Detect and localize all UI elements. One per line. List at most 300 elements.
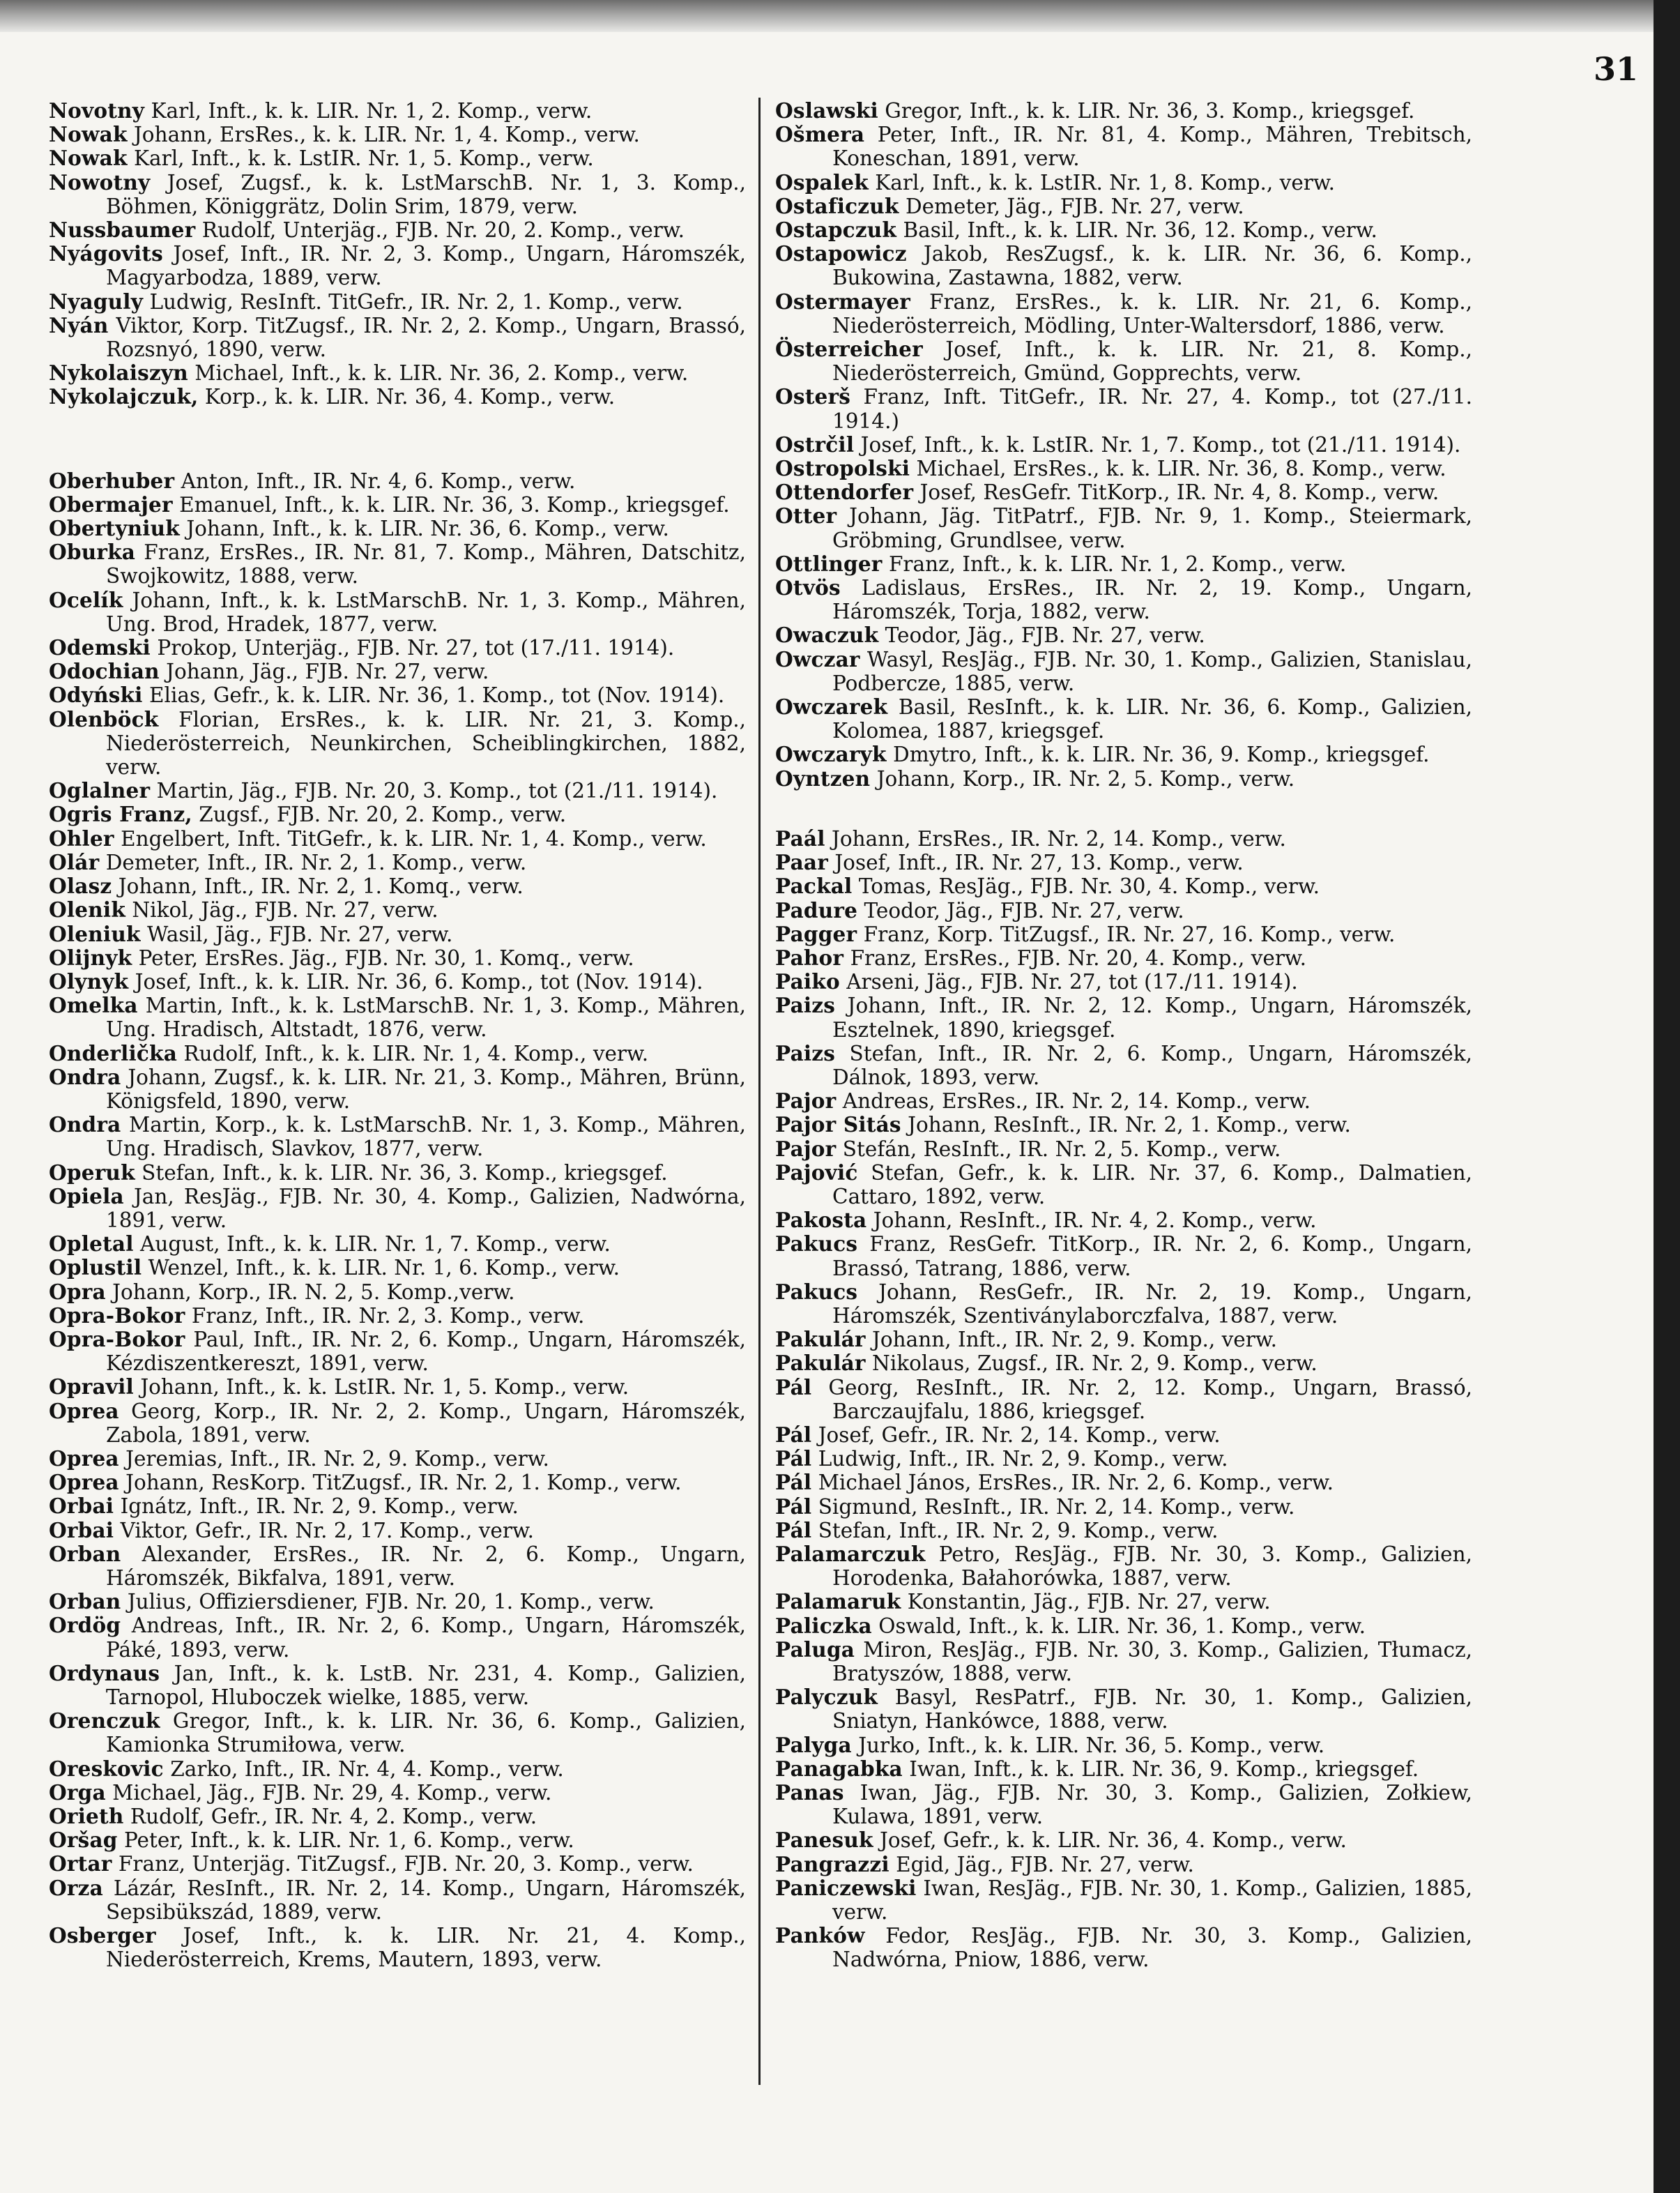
list-entry [775,1161,1472,1208]
entry-details: Georg, Korp., IR. Nr. 2, 2. Komp., Ungarn, Háromszék, Zabola, 1891, verw. [106,1399,746,1447]
entry-surname: Oplustil [49,1255,142,1280]
scan-border-right [1654,0,1680,2193]
entry-surname: Paluga [775,1637,855,1662]
list-entry [775,1614,1472,1638]
entry-surname: Packal [775,874,853,899]
left-section-n-names [49,99,746,409]
list-entry [49,1375,746,1399]
list-entry [775,695,1472,743]
list-entry [49,1852,746,1876]
entry-details: Engelbert, Inft. TitGefr., k. k. LIR. Nr. 1, 4. Komp., verw. [121,826,707,851]
entry-surname: Oyntzen [775,766,871,791]
entry-surname: Ocelík [49,587,123,612]
list-entry [775,946,1472,970]
entry-surname: Ostropolski [775,456,910,481]
list-entry [775,1685,1472,1733]
entry-surname: Ordynaus [49,1660,160,1685]
entry-details: Johann, Zugsf., k. k. LIR. Nr. 21, 3. Komp., Mähren, Brünn, Königsfeld, 1890, verw. [106,1065,746,1113]
list-entry [775,1924,1472,1971]
list-entry [49,851,746,874]
list-entry [775,899,1472,923]
entry-surname: Nowotny [49,169,151,195]
entry-surname: Novotny [49,98,145,123]
entry-details: Andreas, ErsRes., IR. Nr. 2, 14. Komp., verw. [842,1089,1311,1114]
entry-details: Johann, Jäg. TitPatrf., FJB. Nr. 9, 1. Komp., Steiermark, Gröbming, Grundlsee, verw. [832,504,1472,552]
list-entry [775,767,1472,791]
entry-surname: Panków [775,1923,865,1948]
list-entry [775,337,1472,385]
entry-surname: Pakucs [775,1279,858,1304]
list-entry [49,636,746,660]
entry-surname: Operuk [49,1160,135,1185]
entry-surname: Nyágovits [49,241,163,266]
list-entry [49,1542,746,1590]
entry-details: August, Inft., k. k. LIR. Nr. 1, 7. Komp., verw. [140,1232,611,1257]
list-entry [49,469,746,493]
entry-details: Franz, ResGefr. TitKorp., IR. Nr. 2, 6. Komp., Ungarn, Brassó, Tatrang, 1886, verw. [832,1232,1472,1280]
list-entry [49,1447,746,1471]
entry-details: Franz, Unterjäg. TitZugsf., FJB. Nr. 20, 3. Komp., verw. [118,1852,694,1876]
entry-surname: Panagabka [775,1756,903,1781]
list-entry [49,1042,746,1065]
entry-surname: Oprea [49,1398,119,1423]
list-entry [775,1590,1472,1614]
entry-details: Wenzel, Inft., k. k. LIR. Nr. 1, 6. Komp., verw. [148,1256,620,1280]
list-entry [49,1781,746,1805]
entry-details: Franz, Korp. TitZugsf., IR. Nr. 27, 16. Komp., verw. [863,922,1396,946]
list-entry [775,1042,1472,1089]
list-entry [49,242,746,289]
right-section-p-names [775,827,1472,1972]
list-entry [49,1590,746,1614]
entry-details: Johann, ResInft., IR. Nr. 2, 1. Komp., verw. [908,1113,1351,1137]
entry-details: Elias, Gefr., k. k. LIR. Nr. 36, 1. Komp., tot (Nov. 1914). [148,683,725,708]
entry-details: Johann, Korp., IR. N. 2, 5. Komp.,verw. [112,1280,515,1304]
entry-surname: Oburka [49,540,136,565]
entry-surname: Ostermayer [775,289,911,314]
entry-surname: Panas [775,1780,844,1805]
entry-details: Rudolf, Inft., k. k. LIR. Nr. 1, 4. Komp., verw. [183,1041,649,1065]
entry-details: Karl, Inft., k. k. LstIR. Nr. 1, 8. Komp., verw. [875,170,1336,195]
entry-details: Martin, Jäg., FJB. Nr. 20, 3. Komp., tot (21./11. 1914). [156,779,718,803]
list-entry [775,994,1472,1041]
entry-details: Ludwig, ResInft. TitGefr., IR. Nr. 2, 1. Komp., verw. [149,289,683,314]
list-entry [775,1423,1472,1447]
entry-details: Wasil, Jäg., FJB. Nr. 27, verw. [147,922,453,946]
entry-surname: Palamaruk [775,1589,901,1614]
entry-surname: Olenböck [49,706,159,731]
entry-details: Josef, Inft., k. k. LstIR. Nr. 1, 7. Komp., tot (21./11. 1914). [860,432,1461,457]
entry-surname: Palamarczuk [775,1541,926,1566]
entry-surname: Olynyk [49,969,129,994]
list-entry [775,1828,1472,1852]
entry-details: Sigmund, ResInft., IR. Nr. 2, 14. Komp., verw. [818,1494,1295,1519]
entry-surname: Owaczuk [775,623,879,648]
list-entry [49,874,746,898]
entry-details: Demeter, Inft., IR. Nr. 2, 1. Komp., verw. [105,850,527,874]
entry-details: Josef, Zugsf., k. k. LstMarschB. Nr. 1, 3. Komp., Böhmen, Königgrätz, Dolin Srim, 1879, verw. [106,170,746,218]
list-entry [775,623,1472,647]
entry-surname: Pajović [775,1160,858,1185]
list-entry [49,1709,746,1756]
list-entry [775,1232,1472,1280]
list-entry [49,361,746,385]
entry-surname: Odochian [49,659,160,684]
entry-surname: Pál [775,1422,812,1447]
entry-details: Gregor, Inft., k. k. LIR. Nr. 36, 6. Komp., Galizien, Kamionka Strumiłowa, verw. [106,1709,746,1757]
scan-shadow-top [0,0,1680,32]
entry-surname: Nyaguly [49,289,144,314]
entry-details: Nikol, Jäg., FJB. Nr. 27, verw. [132,898,438,923]
list-entry [49,290,746,314]
list-entry [775,433,1472,457]
entry-details: Prokop, Unterjäg., FJB. Nr. 27, tot (17./11. 1914). [157,636,675,660]
entry-details: Basil, Inft., k. k. LIR. Nr. 36, 12. Komp., verw. [903,218,1377,243]
entry-surname: Nussbaumer [49,218,196,243]
entry-details: Stefan, Gefr., k. k. LIR. Nr. 37, 6. Komp., Dalmatien, Cattaro, 1892, verw. [832,1160,1472,1208]
entry-details: Rudolf, Gefr., IR. Nr. 4, 2. Komp., verw. [130,1805,537,1829]
entry-surname: Owczarek [775,695,888,720]
entry-details: Johann, Inft., k. k. LIR. Nr. 36, 6. Komp., verw. [186,517,669,541]
list-entry [49,1876,746,1924]
entry-details: Johann, Jäg., FJB. Nr. 27, verw. [166,660,489,684]
entry-details: Dmytro, Inft., k. k. LIR. Nr. 36, 9. Komp., kriegsgef. [893,743,1430,767]
list-entry [775,1638,1472,1685]
list-entry [49,1113,746,1160]
entry-details: Fedor, ResJäg., FJB. Nr. 30, 3. Komp., Galizien, Nadwórna, Pniow, 1886, verw. [832,1924,1472,1972]
entry-details: Josef, Inft., IR. Nr. 27, 13. Komp., verw. [834,851,1244,875]
entry-surname: Ostapczuk [775,218,897,243]
entry-details: Miron, ResJäg., FJB. Nr. 30, 3. Komp., Galizien, Tłumacz, Bratyszów, 1888, verw. [832,1637,1472,1685]
entry-surname: Opra-Bokor [49,1326,185,1351]
list-entry [775,1089,1472,1113]
list-entry [775,1519,1472,1542]
entry-surname: Ogris Franz, [49,802,192,827]
list-entry [775,457,1472,480]
list-entry [775,827,1472,851]
entry-details: Franz, ErsRes., FJB. Nr. 20, 4. Komp., verw. [850,946,1307,970]
section-spacer [49,409,746,469]
list-entry [775,1733,1472,1757]
entry-surname: Pakosta [775,1208,867,1233]
entry-surname: Paar [775,850,828,875]
entry-details: Johann, ErsRes., IR. Nr. 2, 14. Komp., verw. [832,826,1286,851]
entry-details: Michael, Jäg., FJB. Nr. 29, 4. Komp., verw. [112,1780,552,1805]
entry-details: Teodor, Jäg., FJB. Nr. 27, verw. [885,623,1205,648]
list-entry [49,1614,746,1661]
entry-details: Konstantin, Jäg., FJB. Nr. 27, verw. [907,1590,1271,1614]
list-entry [49,1328,746,1375]
entry-details: Johann, ResKorp. TitZugsf., IR. Nr. 2, 1. Komp., verw. [125,1471,682,1495]
entry-surname: Omelka [49,993,138,1018]
entry-surname: Oleniuk [49,921,141,946]
list-entry [775,1876,1472,1924]
entry-details: Iwan, Jäg., FJB. Nr. 30, 3. Komp., Galizien, Zołkiew, Kulawa, 1891, verw. [832,1781,1472,1829]
list-entry [49,970,746,994]
right-column [775,99,1472,1972]
entry-surname: Odemski [49,635,151,660]
entry-details: Basil, ResInft., k. k. LIR. Nr. 36, 6. Komp., Galizien, Kolomea, 1887, kriegsgef. [832,695,1473,743]
list-entry [49,493,746,517]
entry-surname: Ohler [49,826,114,851]
entry-surname: Otvös [775,575,841,600]
list-entry [775,290,1472,337]
list-entry [775,480,1472,504]
list-entry [49,1399,746,1447]
list-entry [49,540,746,588]
right-section-o-names [775,99,1472,791]
list-entry [49,1828,746,1852]
entry-surname: Onderlička [49,1040,178,1065]
list-entry [49,1065,746,1113]
entry-surname: Orban [49,1541,121,1566]
list-entry [775,1447,1472,1471]
entry-surname: Paniczewski [775,1875,917,1900]
entry-details: Alexander, ErsRes., IR. Nr. 2, 6. Komp., Ungarn, Háromszék, Bikfalva, 1891, verw. [106,1542,746,1590]
entry-surname: Panesuk [775,1828,873,1853]
entry-surname: Opravil [49,1374,134,1399]
entry-surname: Owczar [775,646,860,671]
entry-surname: Odyński [49,683,143,708]
entry-surname: Ostaficzuk [775,193,899,218]
list-entry [775,504,1472,552]
entry-details: Jurko, Inft., k. k. LIR. Nr. 36, 5. Komp., verw. [858,1733,1325,1757]
entry-details: Petro, ResJäg., FJB. Nr. 30, 3. Komp., Galizien, Horodenka, Bałahorówka, 1887, verw. [832,1542,1472,1591]
entry-surname: Oglalner [49,778,151,803]
page-number: 31 [1593,50,1638,88]
entry-details: Basyl, ResPatrf., FJB. Nr. 30, 1. Komp., Galizien, Sniatyn, Hankówce, 1888, verw. [832,1685,1472,1733]
list-entry [49,708,746,780]
entry-details: Andreas, Inft., IR. Nr. 2, 6. Komp., Ungarn, Háromszék, Páké, 1893, verw. [106,1614,746,1662]
entry-details: Jan, Inft., k. k. LstB. Nr. 231, 4. Komp., Galizien, Tarnopol, Hluboczek wielke, 1885, verw. [106,1661,746,1709]
entry-surname: Ottendorfer [775,480,914,505]
entry-details: Franz, ErsRes., k. k. LIR. Nr. 21, 6. Komp., Niederösterreich, Mödling, Unter-Waltersdorf, 1886, verw. [832,289,1472,337]
entry-surname: Pakucs [775,1231,858,1257]
entry-details: Jakob, ResZugsf., k. k. LIR. Nr. 36, 6. Komp., Bukowina, Zastawna, 1882, verw. [832,242,1472,290]
entry-details: Michael János, ErsRes., IR. Nr. 2, 6. Komp., verw. [818,1471,1334,1495]
entry-details: Paul, Inft., IR. Nr. 2, 6. Komp., Ungarn, Háromszék, Kézdiszentkereszt, 1891, verw. [106,1327,746,1376]
entry-surname: Olijnyk [49,945,132,970]
entry-surname: Ostrčil [775,432,855,457]
entry-details: Franz, Inft. TitGefr., IR. Nr. 27, 4. Komp., tot (27./11. 1914.) [832,385,1472,433]
list-entry [775,242,1472,289]
entry-surname: Orbai [49,1494,114,1519]
entry-surname: Ošmera [775,122,865,147]
list-entry [49,923,746,946]
entry-details: Stefan, Inft., IR. Nr. 2, 9. Komp., verw. [818,1518,1219,1542]
entry-details: Johann, Inft., k. k. LstMarschB. Nr. 1, 3. Komp., Mähren, Ung. Brod, Hradek, 1877, verw. [106,588,746,636]
list-entry [775,1137,1472,1161]
entry-details: Peter, ErsRes. Jäg., FJB. Nr. 30, 1. Komq., verw. [138,946,634,970]
entry-surname: Oslawski [775,98,878,123]
list-entry [775,1781,1472,1828]
list-entry [775,576,1472,623]
entry-surname: Osberger [49,1923,156,1948]
entry-surname: Pál [775,1470,812,1495]
list-entry [49,1161,746,1185]
entry-surname: Olenik [49,897,125,923]
entry-surname: Ortar [49,1851,112,1876]
entry-details: Peter, Inft., k. k. LIR. Nr. 1, 6. Komp., verw. [123,1828,574,1853]
list-entry [775,1495,1472,1519]
list-entry [49,517,746,540]
entry-details: Julius, Offiziersdiener, FJB. Nr. 20, 1. Komp., verw. [127,1590,655,1614]
entry-surname: Palyga [775,1732,852,1757]
entry-details: Florian, ErsRes., k. k. LIR. Nr. 21, 3. Komp., Niederösterreich, Neunkirchen, Scheiblingkirchen, 1882, verw. [106,707,746,780]
entry-surname: Nyán [49,312,109,337]
list-entry [49,123,746,146]
entry-details: Wasyl, ResJäg., FJB. Nr. 30, 1. Komp., Galizien, Stanislau, Podbercze, 1885, verw. [832,647,1472,695]
list-entry [775,123,1472,170]
entry-details: Franz, Inft., IR. Nr. 2, 3. Komp., verw. [191,1303,585,1328]
entry-details: Oswald, Inft., k. k. LIR. Nr. 36, 1. Komp., verw. [878,1614,1366,1638]
entry-surname: Pajor [775,1088,837,1114]
entry-surname: Pajor Sitás [775,1112,901,1137]
entry-surname: Osterš [775,384,851,409]
entry-surname: Pajor [775,1136,837,1161]
list-entry [49,1494,746,1518]
entry-details: Rudolf, Unterjäg., FJB. Nr. 20, 2. Komp., verw. [201,218,685,243]
list-entry [49,385,746,409]
left-column [49,99,746,1971]
list-entry [775,743,1472,766]
entry-surname: Orga [49,1780,106,1805]
entry-surname: Opra-Bokor [49,1303,185,1328]
entry-surname: Pál [775,1517,812,1542]
list-entry [775,1542,1472,1590]
list-entry [775,1351,1472,1375]
left-section-o-names [49,469,746,1972]
list-entry [775,1280,1472,1328]
list-entry [49,898,746,922]
entry-details: Ladislaus, ErsRes., IR. Nr. 2, 19. Komp., Ungarn, Háromszék, Torja, 1882, verw. [832,576,1472,624]
entry-surname: Otter [775,503,837,529]
entry-surname: Opletal [49,1231,134,1257]
list-entry [49,171,746,218]
list-entry [49,1662,746,1709]
entry-surname: Nowak [49,122,128,147]
entry-details: Johann, Inft., IR. Nr. 2, 12. Komp., Ungarn, Háromszék, Esztelnek, 1890, kriegsgef. [832,994,1472,1042]
entry-details: Josef, Inft., k. k. LIR. Nr. 21, 4. Komp., Niederösterreich, Krems, Mautern, 1893, verw. [106,1924,746,1972]
entry-details: Johann, ErsRes., k. k. LIR. Nr. 1, 4. Komp., verw. [133,123,640,147]
list-entry [49,1519,746,1542]
list-entry [775,1471,1472,1494]
list-entry [49,827,746,851]
entry-details: Zugsf., FJB. Nr. 20, 2. Komp., verw. [199,803,567,827]
entry-details: Franz, Inft., k. k. LIR. Nr. 1, 2. Komp., verw. [888,552,1347,576]
entry-surname: Ottlinger [775,551,883,576]
entry-surname: Ospalek [775,169,869,195]
entry-details: Arseni, Jäg., FJB. Nr. 27, tot (17./11. 1914). [846,970,1298,994]
list-entry [49,218,746,242]
entry-surname: Paizs [775,1040,836,1065]
list-entry [49,1280,746,1304]
list-entry [49,946,746,970]
entry-details: Anton, Inft., IR. Nr. 4, 6. Komp., verw. [181,469,576,493]
entry-surname: Orbai [49,1517,114,1542]
list-entry [775,1328,1472,1351]
entry-surname: Obertyniuk [49,516,180,541]
list-entry [49,1471,746,1494]
entry-surname: Nykolajczuk, [49,384,199,409]
list-entry [49,314,746,361]
entry-details: Teodor, Jäg., FJB. Nr. 27, verw. [864,898,1184,923]
entry-surname: Ondra [49,1112,121,1137]
entry-surname: Olár [49,849,100,874]
entry-surname: Olasz [49,874,112,899]
entry-details: Johann, Inft., IR. Nr. 2, 9. Komp., verw. [872,1328,1277,1352]
list-entry [49,146,746,170]
list-entry [775,552,1472,576]
entry-surname: Österreicher [775,337,923,362]
list-entry [775,195,1472,218]
entry-surname: Ostapowicz [775,241,907,266]
entry-surname: Orban [49,1589,121,1614]
section-spacer [775,791,1472,827]
list-entry [49,1757,746,1781]
entry-details: Josef, Inft., IR. Nr. 2, 3. Komp., Ungarn, Háromszék, Magyarbodza, 1889, verw. [106,242,746,290]
entry-surname: Opra [49,1279,106,1304]
entry-details: Viktor, Korp. TitZugsf., IR. Nr. 2, 2. Komp., Ungarn, Brassó, Rozsnyó, 1890, verw. [106,313,746,362]
list-entry [775,1757,1472,1781]
list-entry [775,1376,1472,1423]
list-entry [49,683,746,707]
entry-details: Ludwig, Inft., IR. Nr. 2, 9. Komp., verw. [818,1447,1228,1471]
entry-details: Karl, Inft., k. k. LstIR. Nr. 1, 5. Komp., verw. [133,146,594,171]
list-entry [775,874,1472,898]
entry-details: Franz, ErsRes., IR. Nr. 81, 7. Komp., Mähren, Datschitz, Swojkowitz, 1888, verw. [106,540,746,589]
list-entry [775,99,1472,123]
entry-details: Josef, Inft., k. k. LIR. Nr. 36, 6. Komp., tot (Nov. 1914). [135,969,703,994]
entry-details: Johann, ResInft., IR. Nr. 4, 2. Komp., verw. [873,1208,1317,1233]
entry-details: Michael, ErsRes., k. k. LIR. Nr. 36, 8. Komp., verw. [916,457,1446,481]
entry-surname: Owczaryk [775,742,887,767]
list-entry [775,1208,1472,1232]
entry-surname: Palyczuk [775,1685,878,1710]
list-entry [49,1805,746,1828]
entry-details: Peter, Inft., IR. Nr. 81, 4. Komp., Mähren, Trebitsch, Koneschan, 1891, verw. [832,123,1472,171]
list-entry [49,994,746,1041]
list-entry [49,1924,746,1971]
entry-details: Gregor, Inft., k. k. LIR. Nr. 36, 3. Komp., kriegsgef. [885,99,1415,123]
list-entry [49,660,746,683]
entry-details: Viktor, Gefr., IR. Nr. 2, 17. Komp., verw. [120,1518,535,1542]
entry-details: Iwan, Inft., k. k. LIR. Nr. 36, 9. Komp., kriegsgef. [909,1756,1419,1781]
list-entry [49,99,746,123]
list-entry [49,803,746,826]
list-entry [775,648,1472,695]
entry-surname: Obermajer [49,492,173,517]
entry-surname: Ondra [49,1064,121,1089]
entry-surname: Padure [775,897,858,923]
entry-surname: Paizs [775,993,836,1018]
entry-surname: Oberhuber [49,468,175,493]
entry-surname: Pakulár [775,1351,866,1376]
list-entry [49,1232,746,1256]
entry-surname: Oprea [49,1470,119,1495]
list-entry [49,1304,746,1328]
entry-details: Johann, Korp., IR. Nr. 2, 5. Komp., verw. [876,766,1295,791]
entry-details: Johann, Inft., IR. Nr. 2, 1. Komq., verw. [118,874,524,899]
entry-surname: Nowak [49,146,128,171]
entry-surname: Orenczuk [49,1708,160,1733]
list-entry [775,851,1472,874]
list-entry [49,1256,746,1280]
entry-details: Michael, Inft., k. k. LIR. Nr. 36, 2. Komp., verw. [194,361,689,386]
entry-surname: Paiko [775,969,840,994]
entry-surname: Paliczka [775,1613,872,1638]
entry-surname: Pál [775,1446,812,1471]
